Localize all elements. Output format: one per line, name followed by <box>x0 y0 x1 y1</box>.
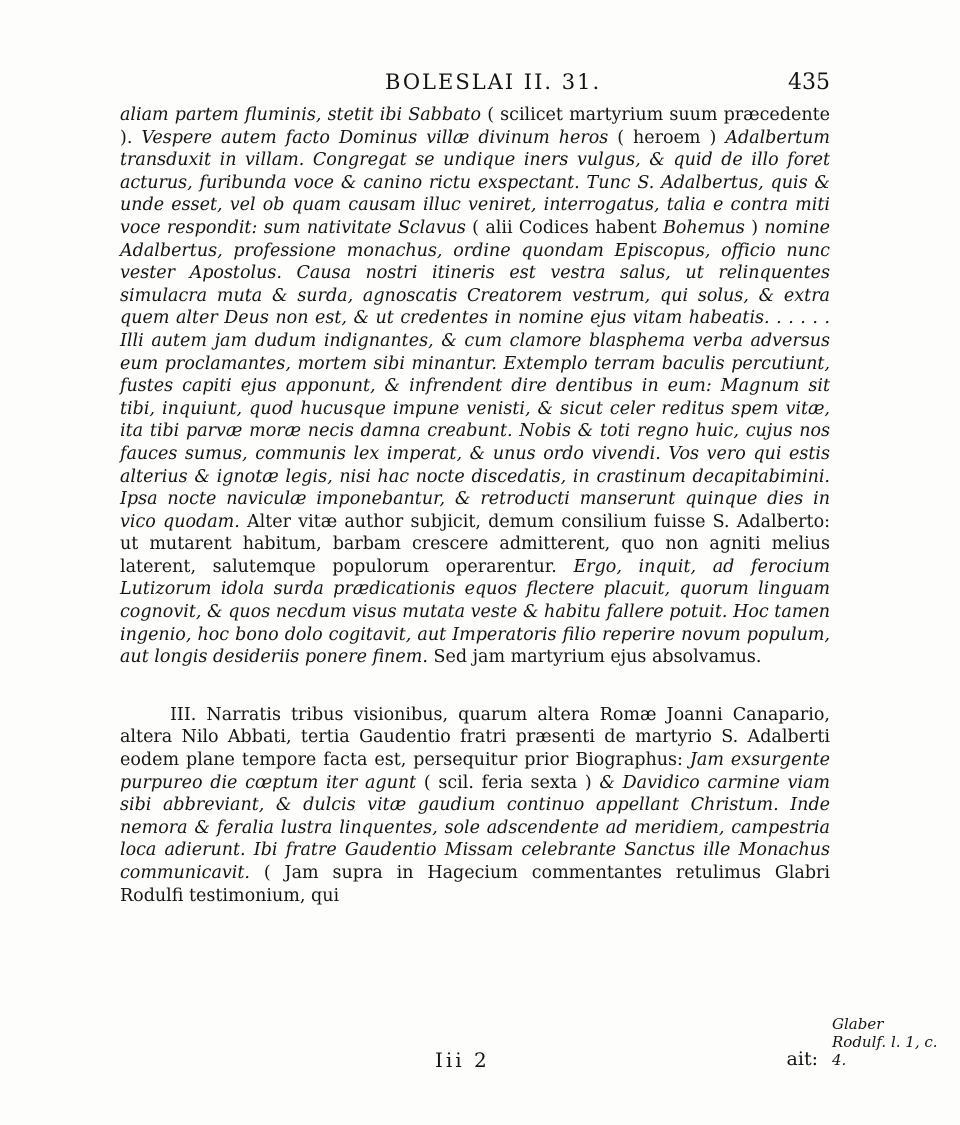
italic-text-run: & Davidico carmine viam sibi abbreviant, & dulcis vitæ gaudium continuo appellant Christum. Inde nemora & feralia lustra linquentes, sole adscendente ad meridiem, campestria loca adierunt. Ibi fratre Gaudentio Missam celebrante Sanctus ille Monachus communicavit. <box>120 772 830 883</box>
roman-text-run: ( alii Codices habent <box>465 217 664 238</box>
page-header <box>120 70 830 100</box>
paragraph-1 <box>120 104 830 669</box>
roman-text-run: Sed jam martyrium ejus absolvamus. <box>427 647 762 668</box>
roman-text-run: ( Jam supra in Hagecium commentantes retulimus Glabri Rodulfi testimonium, qui <box>120 863 830 906</box>
italic-text-run: Ergo, inquit, ad ferocium Lutizorum idola surda prædicationis equos flectere placuit, quorum linguam cognovit, & quos necdum visus mutata veste & habitu fallere potuit. Hoc tamen ingenio, hoc bono dolo cogitavit, aut Imperatoris filio reperire novum populum, aut longis desideriis ponere finem. <box>120 556 830 668</box>
running-head: BOLESLAI II. 31. <box>385 70 602 94</box>
roman-text-run: ( heroem ) <box>608 127 726 148</box>
italic-text-run: Bohemus <box>663 217 745 238</box>
roman-text-run: ) <box>744 217 765 238</box>
page-footer <box>120 1048 830 1076</box>
italic-text-run: Jam exsurgente purpureo die cœptum iter agunt <box>120 750 830 793</box>
roman-text-run: Alter vitæ author subjicit, demum consilium fuisse S. Adalberto: ut mutarent habitum, barbam crescere admitterent, quo non agniti melius laterent, salutemque populorum operarentur. <box>120 511 831 577</box>
page-number: 435 <box>788 70 830 95</box>
margin-note: Glaber Rodulf. l. 1, c. 4. <box>832 1015 938 1069</box>
italic-text-run: Adalbertum transduxit in villam. Congregat se undique iners vulgus, & quid de illo foret acturus, furibunda voce & canino rictu exspectant. Tunc S. Adalbertus, quis & unde esset, vel ob quam causam illuc veniret, interrogatus, talia e contra miti voce respondit: sum nativitate Sclavus <box>120 127 831 238</box>
italic-text-run: nomine Adalbertus, professione monachus, ordine quondam Episcopus, officio nunc vester Apostolus. Causa nostri itineris est vestra salus, ut relinquentes simulacra muta & surda, agnoscatis Creatorem vestrum, qui solus, & extra quem alter Deus non est, & ut credentes in nomine ejus vitam habeatis. . . . . . Illi autem jam dudum indignantes, & cum clamore blasphema verba adversus eum proclamantes, mortem sibi minantur. Extemplo terram baculis percutiunt, fustes capiti ejus apponunt, & infrendent dire dentibus in eum: Magnum sit tibi, inquiunt, quod hucusque impune venisti, & sicut celer reditus spem vitæ, ita tibi parvæ moræ necis damna creabunt. Nobis & toti regno huic, cujus nos fauces sumus, communis lex imperat, & unus ordo vivendi. Vos vero qui estis alterius & ignotæ legis, nisi hac nocte discedatis, in crastinum decapitabimini. Ipsa nocte naviculæ imponebantur, & retroducti manserunt quinque dies in vico quodam. <box>120 217 831 532</box>
body-text <box>120 104 830 907</box>
italic-text-run: aliam partem fluminis, stetit ibi Sabbato <box>120 105 482 125</box>
catchword: ait: <box>786 1048 818 1070</box>
roman-text-run: ( scilicet martyrium suum præcedente ). <box>120 105 830 148</box>
paragraph-2 <box>120 704 830 907</box>
roman-text-run: III. Narratis tribus visionibus, quarum altera Romæ Joanni Canapario, altera Nilo Abbati, tertia Gaudentio fratri præsenti de martyrio S. Adalberti eodem plane tempore facta est, persequitur prior Biographus: <box>120 704 830 771</box>
italic-text-run: Vespere autem facto Dominus villæ divinum heros <box>141 127 609 148</box>
signature-mark: Iii 2 <box>435 1048 490 1072</box>
roman-text-run: ( scil. feria sexta ) <box>416 772 600 793</box>
